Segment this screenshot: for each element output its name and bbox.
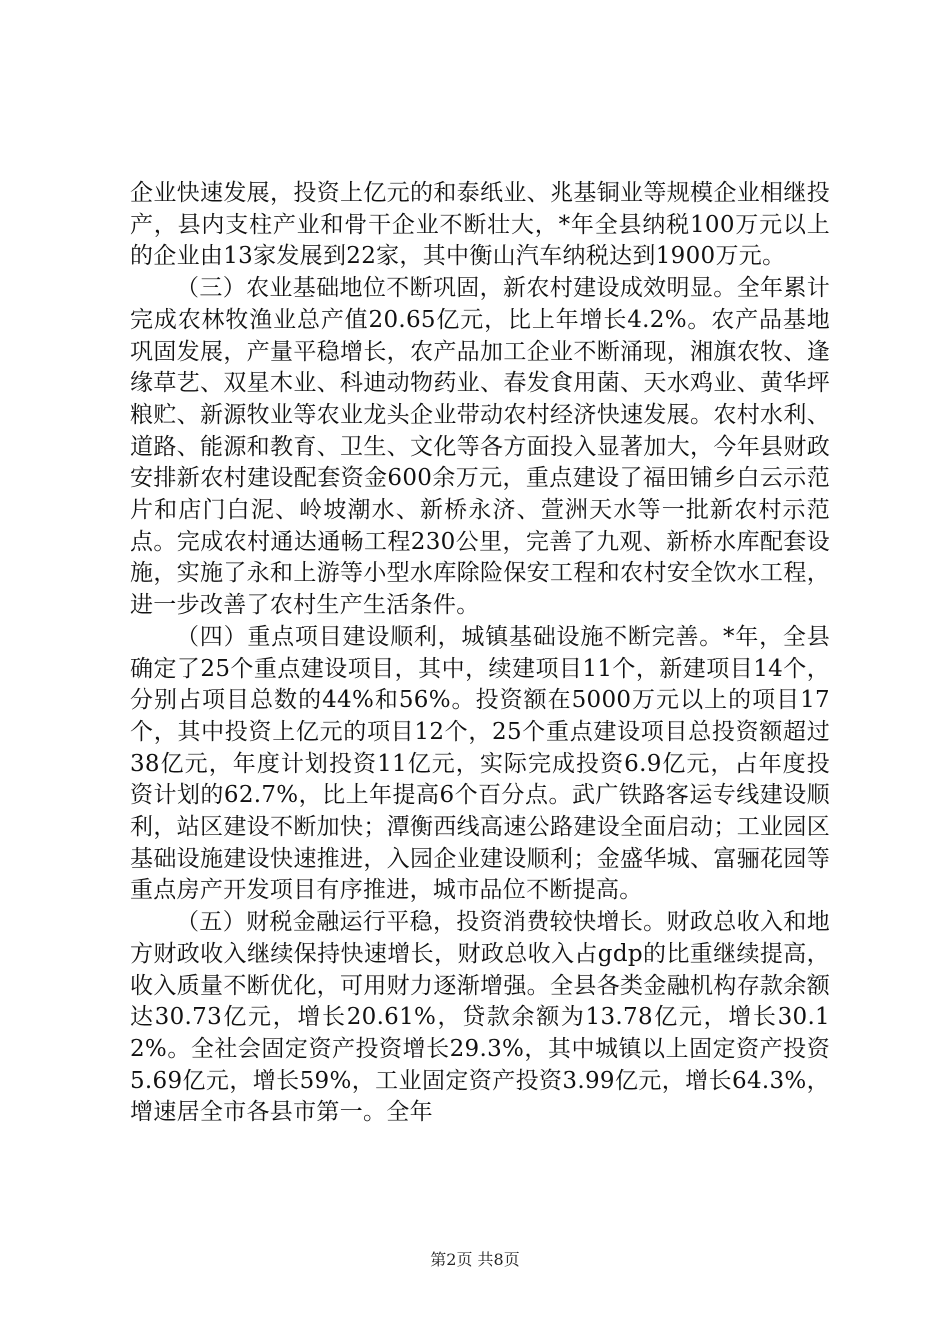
paragraph-finance: （五）财税金融运行平稳，投资消费较快增长。财政总收入和地方财政收入继续保持快速增长，财政总收入占gdp的比重继续提高，收入质量不断优化，可用财力逐渐增强。全县各类金融机构存款余额达30.73亿元，增长20.61%，贷款余额为13.78亿元，增长30.12%。全社会固定资产投资增长29.3%，其中城镇以上固定资产投资5.69亿元，增长59%，工业固定资产投资3.99亿元，增长64.3%，增速居全市各县市第一。全年 xyxy=(130,909,830,1126)
paragraph-agriculture: （三）农业基础地位不断巩固，新农村建设成效明显。全年累计完成农林牧渔业总产值20.65亿元，比上年增长4.2%。农产品基地巩固发展，产量平稳增长，农产品加工企业不断涌现，湘旗农牧、逢缘草艺、双星木业、科迪动物药业、春发食用菌、天水鸡业、黄华坪粮贮、新源牧业等农业龙头企业带动农村经济快速发展。农村水利、道路、能源和教育、卫生、文化等各方面投入显著加大，今年县财政安排新农村建设配套资金600余万元，重点建设了福田铺乡白云示范片和店门白泥、岭坡潮水、新桥永济、萱洲天水等一批新农村示范点。完成农村通达通畅工程230公里，完善了九观、新桥水库配套设施，实施了永和上游等小型水库除险保安工程和农村安全饮水工程，进一步改善了农村生产生活条件。 xyxy=(130,275,830,619)
paragraph-continuation: 企业快速发展，投资上亿元的和泰纸业、兆基铜业等规模企业相继投产，县内支柱产业和骨干企业不断壮大，*年全县纳税100万元以上的企业由13家发展到22家，其中衡山汽车纳税达到1900万元。 xyxy=(130,180,830,270)
document-body xyxy=(130,178,830,1129)
paragraph-key-projects: （四）重点项目建设顺利，城镇基础设施不断完善。*年，全县确定了25个重点建设项目，其中，续建项目11个，新建项目14个，分别占项目总数的44%和56%。投资额在5000万元以上的项目17个，其中投资上亿元的项目12个，25个重点建设项目总投资额超过38亿元，年度计划投资11亿元，实际完成投资6.9亿元，占年度投资计划的62.7%，比上年提高6个百分点。武广铁路客运专线建设顺利，站区建设不断加快；潭衡西线高速公路建设全面启动；工业园区基础设施建设快速推进，入园企业建设顺利；金盛华城、富骊花园等重点房产开发项目有序推进，城市品位不断提高。 xyxy=(130,623,830,904)
page-footer: 第2页 共8页 xyxy=(430,1250,520,1269)
